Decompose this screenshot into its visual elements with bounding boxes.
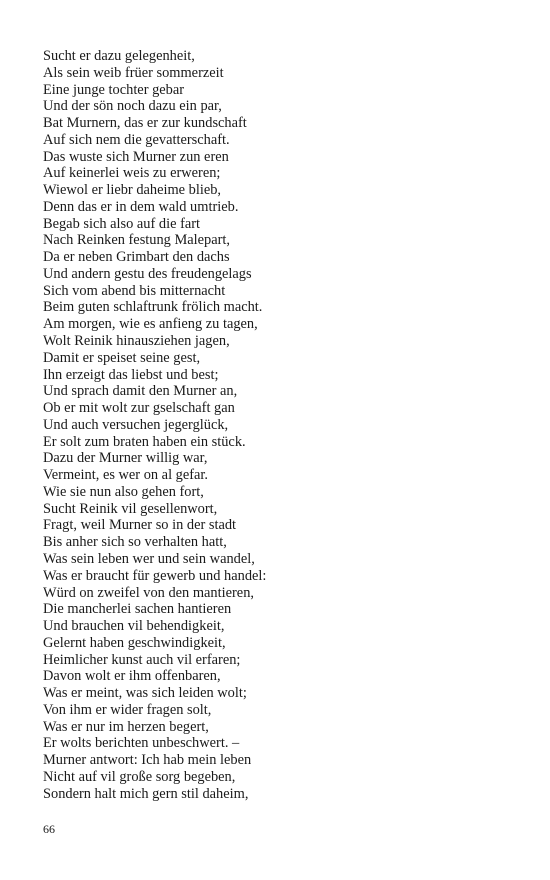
poem-line: Vermeint, es wer on al gefar. [43,467,209,484]
poem-line: Und andern gestu des freudengelags [43,265,252,282]
poem-line: Und auch versuchen jegerglück, [43,416,229,433]
poem-line: Murner antwort: Ich hab mein leben [43,752,252,769]
poem-line: Eine junge tochter gebar [43,81,185,98]
poem-line: Sich vom abend bis mitternacht [43,282,226,299]
poem-line: Er solt zum braten haben ein stück. [43,433,246,450]
poem-line: Auf sich nem die gevatterschaft. [43,131,230,148]
poem-line: Beim guten schlaftrunk frölich macht. [43,299,263,316]
poem-line: Gelernt haben geschwindigkeit, [43,634,226,651]
poem-line: Ob er mit wolt zur gselschaft gan [43,400,235,417]
poem-line: Fragt, weil Murner so in der stadt [43,517,237,534]
poem-line: Von ihm er wider fragen solt, [43,701,212,718]
poem-line: Wiewol er liebr daheime blieb, [43,182,222,199]
poem-line: Nach Reinken festung Malepart, [43,232,231,249]
poem-line: Da er neben Grimbart den dachs [43,249,230,266]
poem-line: Und sprach damit den Murner an, [43,383,238,400]
poem-line: Wolt Reinik hinausziehen jagen, [43,333,230,350]
poem-line: Sucht er dazu gelegenheit, [43,48,195,64]
poem-line: Dazu der Murner willig war, [43,450,208,467]
poem-line: Was er meint, was sich leiden wolt; [43,685,247,702]
poem-line: Das wuste sich Murner zun eren [43,148,229,165]
poem-line: Ihn erzeigt das liebst und best; [43,366,219,383]
poem-line: Davon wolt er ihm offenbaren, [43,668,221,685]
poem-line: Am morgen, wie es anfieng zu tagen, [43,316,258,333]
page-number: 66 [43,822,55,836]
poem-line: Auf keinerlei weis zu erweren; [43,165,221,182]
poem-line: Denn das er in dem wald umtrieb. [43,198,239,215]
poem-line: Und brauchen vil behendigkeit, [43,618,225,635]
poem-line: Die mancherlei sachen hantieren [43,601,232,618]
poem-line: Sucht Reinik vil gesellenwort, [43,500,218,517]
poem-text [43,48,523,802]
poem-line: Wie sie nun also gehen fort, [43,483,204,500]
poem-line: Sondern halt mich gern stil daheim, [43,785,249,802]
poem-line: Bis anher sich so verhalten hatt, [43,534,227,551]
poem-line: Als sein weib früer sommerzeit [43,64,224,81]
poem-line: Was er braucht für gewerb und handel: [43,567,267,584]
poem-line: Und der sön noch dazu ein par, [43,98,222,115]
poem-line: Was sein leben wer und sein wandel, [43,550,255,567]
poem-line: Nicht auf vil große sorg begeben, [43,768,236,785]
poem-line: Heimlicher kunst auch vil erfaren; [43,651,241,668]
poem-line: Damit er speiset seine gest, [43,349,201,366]
poem-line: Was er nur im herzen begert, [43,718,209,735]
poem-line: Begab sich also auf die fart [43,215,201,232]
poem-line: Bat Murnern, das er zur kundschaft [43,115,247,132]
poem-line: Er wolts berichten unbeschwert. – [43,735,240,752]
poem-line: Würd on zweifel von den mantieren, [43,584,254,601]
